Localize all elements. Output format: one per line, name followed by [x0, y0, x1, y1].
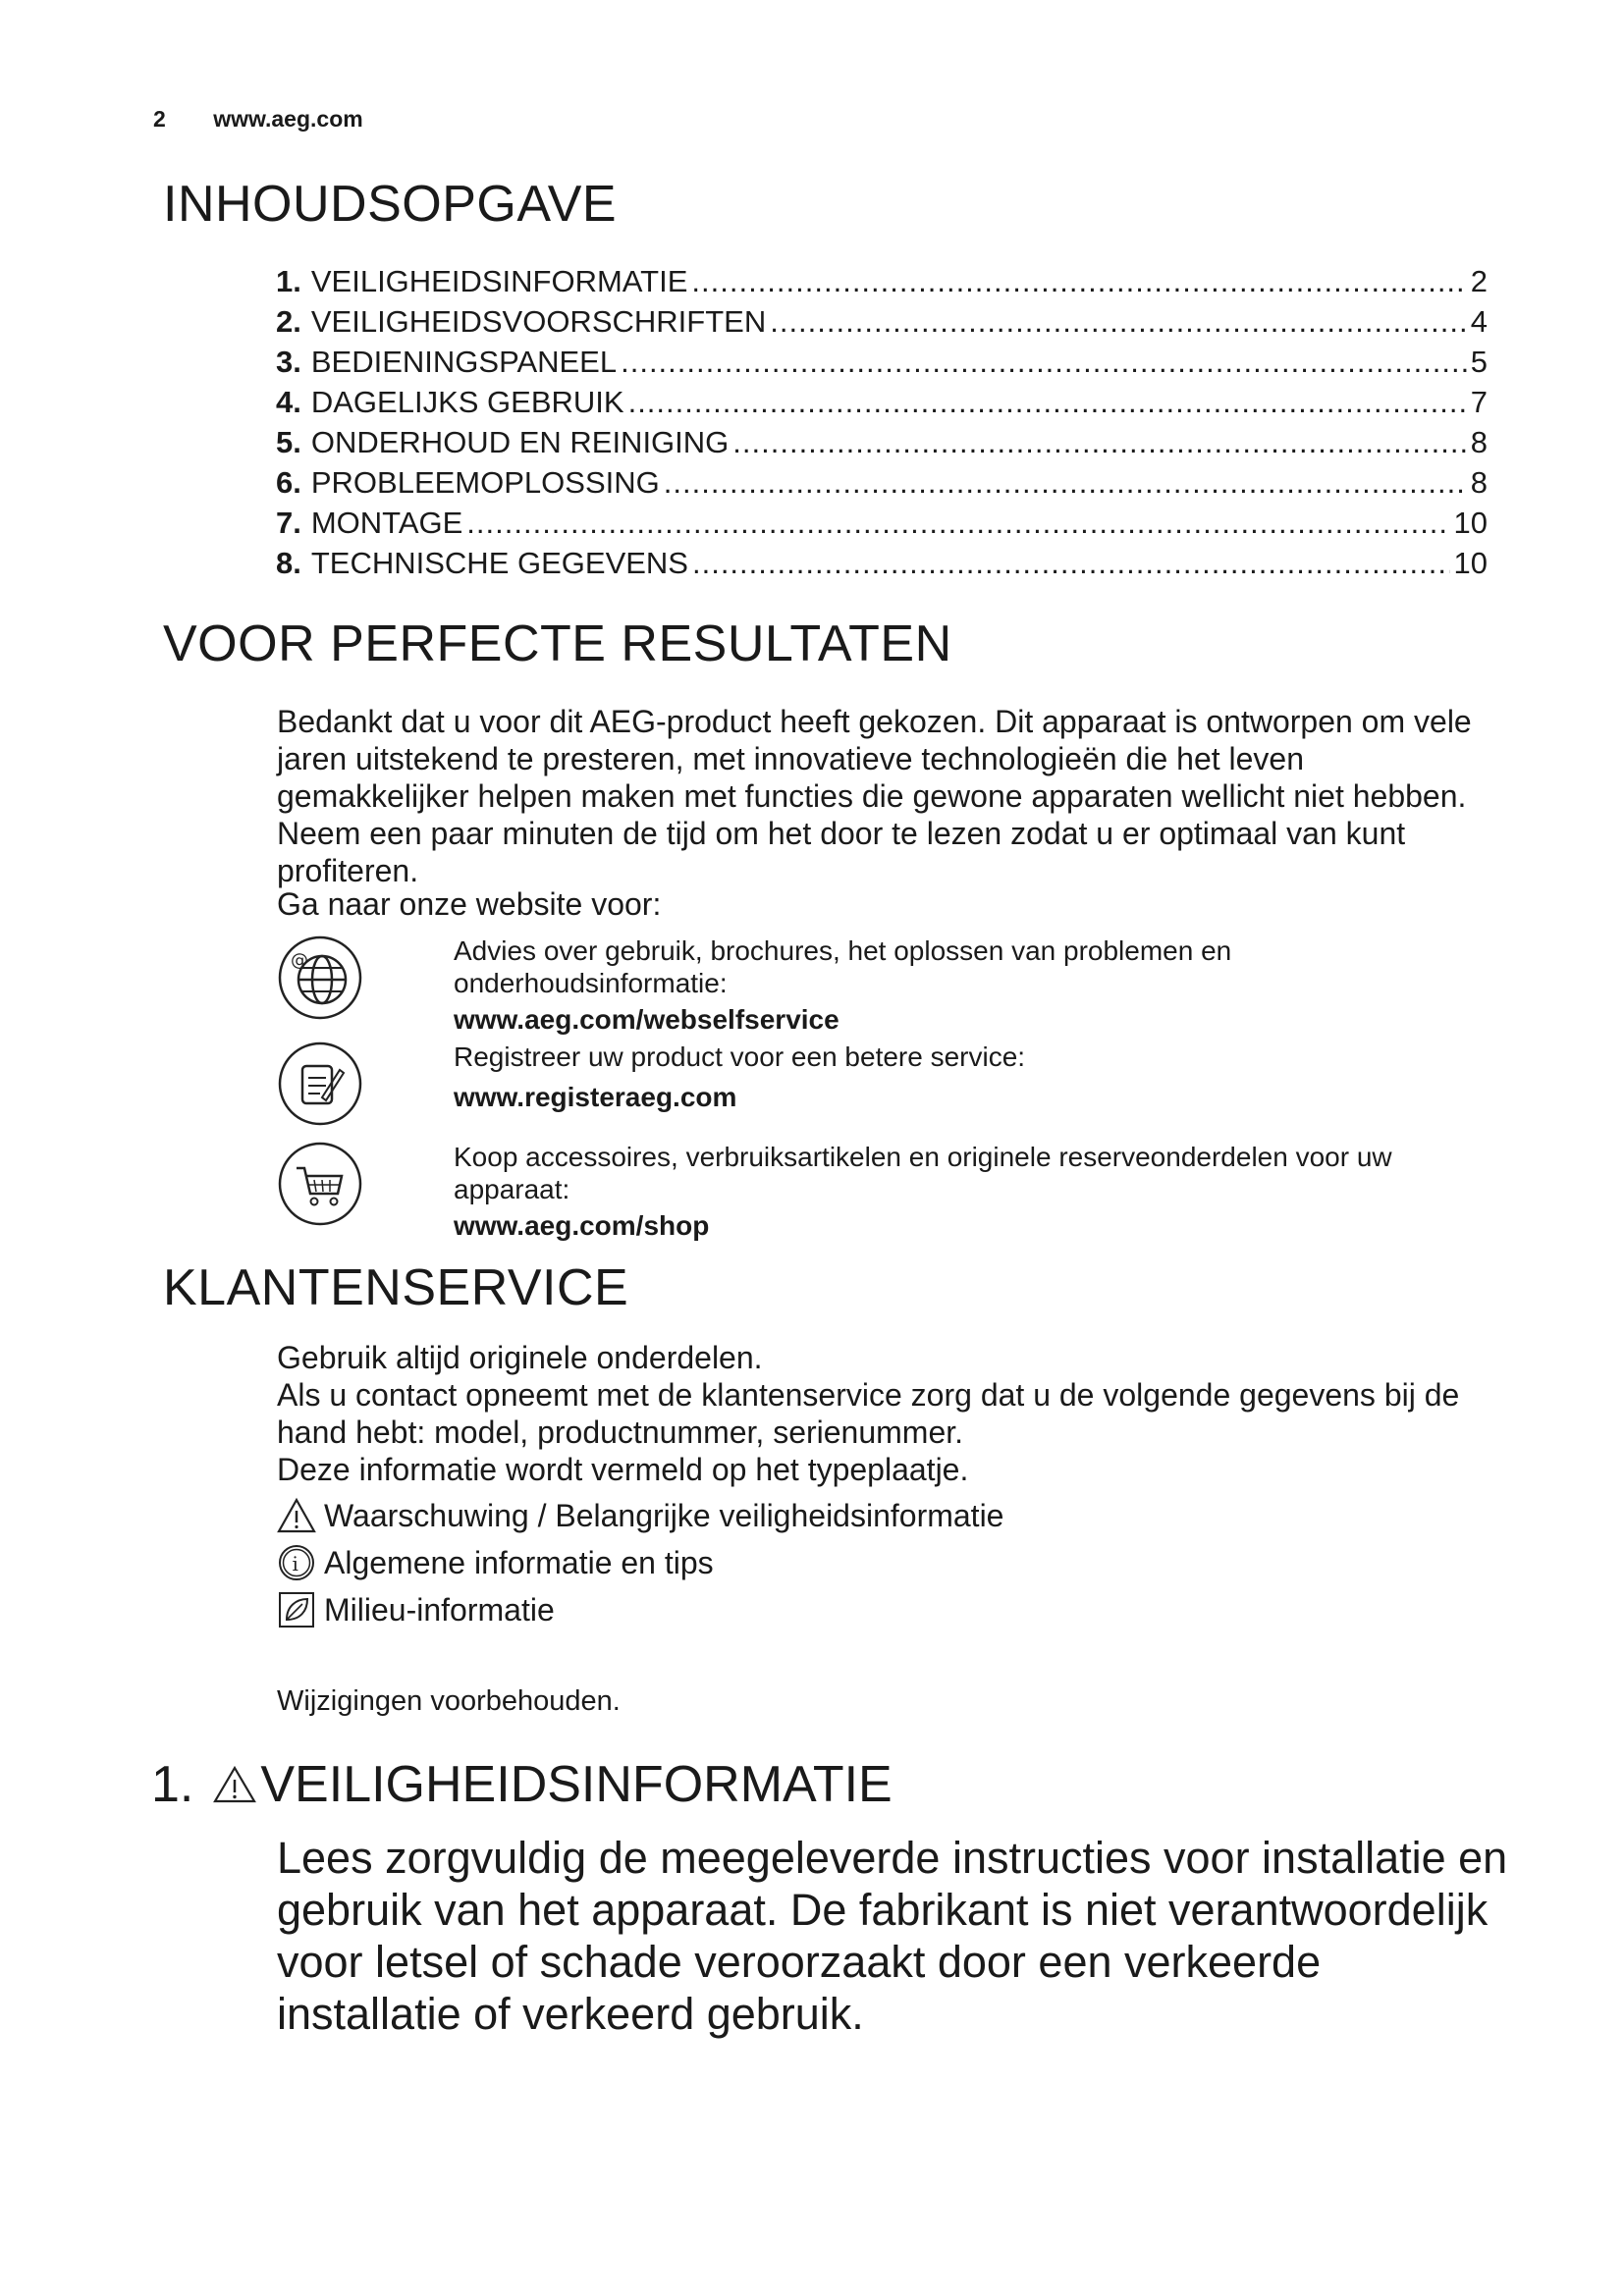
service-line-1: Gebruik altijd originele onderdelen. [277, 1340, 763, 1375]
toc-item-number: 7. [276, 506, 301, 540]
toc-item-label: VEILIGHEIDSVOORSCHRIFTEN [310, 304, 767, 339]
section-title: VEILIGHEIDSINFORMATIE [260, 1756, 893, 1813]
header-url[interactable]: www.aeg.com [213, 106, 363, 132]
toc-item-page: 8 [1470, 425, 1488, 459]
symbol-row-warning [277, 1496, 1003, 1535]
web-link-description: Koop accessoires, verbruiksartikelen en originele reserveonderdelen voor uw apparaat: [454, 1142, 1392, 1204]
safety-section-title [151, 1755, 893, 1814]
register-icon [277, 1041, 363, 1127]
toc-item[interactable] [276, 462, 1488, 503]
toc-item-page: 4 [1470, 304, 1488, 339]
toc-item[interactable] [276, 503, 1488, 543]
toc-item-label: VEILIGHEIDSINFORMATIE [310, 264, 688, 298]
toc-item-label: TECHNISCHE GEGEVENS [310, 546, 688, 580]
toc-leader-dots [621, 342, 1467, 382]
symbol-label: Milieu-informatie [324, 1591, 555, 1628]
toc-item-label: BEDIENINGSPANEEL [310, 345, 618, 379]
shop-link[interactable]: www.aeg.com/shop [454, 1210, 710, 1241]
toc-item[interactable] [276, 342, 1488, 382]
service-line-2: Als u contact opneemt met de klantenservice zorg dat u de volgende gegevens bij de hand hebt: model, productnummer, serienummer. [277, 1377, 1460, 1450]
toc-item[interactable] [276, 382, 1488, 422]
toc-leader-dots [770, 301, 1467, 342]
toc-leader-dots [466, 503, 1449, 543]
shopping-cart-icon [277, 1141, 363, 1227]
toc-item-number: 3. [276, 345, 301, 379]
toc-item[interactable] [276, 422, 1488, 462]
toc-item-label: ONDERHOUD EN REINIGING [310, 425, 730, 459]
web-link-description: Registreer uw product voor een betere service: [454, 1041, 1026, 1072]
symbol-row-info [277, 1543, 714, 1582]
web-link-description: Advies over gebruik, brochures, het oplossen van problemen en onderhoudsinformatie: [454, 935, 1232, 998]
toc-item-number: 5. [276, 425, 301, 459]
toc-item-number: 8. [276, 546, 301, 580]
web-link-text-block [454, 1141, 1494, 1242]
page-number: 2 [153, 106, 166, 132]
warning-icon [213, 1765, 256, 1804]
toc-leader-dots [692, 543, 1450, 583]
registeraeg-link[interactable]: www.registeraeg.com [454, 1082, 737, 1112]
toc-item-page: 8 [1470, 465, 1488, 500]
toc-item-page: 10 [1453, 546, 1488, 580]
toc-item[interactable] [276, 543, 1488, 583]
page-header [153, 106, 363, 133]
toc-item-label: PROBLEEMOPLOSSING [310, 465, 660, 500]
results-title: VOOR PERFECTE RESULTATEN [163, 615, 952, 672]
globe-icon [277, 934, 363, 1021]
toc-item-page: 10 [1453, 506, 1488, 540]
changes-note: Wijzigingen voorbehouden. [277, 1685, 621, 1717]
web-link-text-block [454, 934, 1494, 1036]
toc-leader-dots [628, 382, 1467, 422]
toc-item-number: 1. [276, 264, 301, 298]
table-of-contents [276, 261, 1488, 583]
leaf-icon [277, 1590, 316, 1629]
toc-item-number: 6. [276, 465, 301, 500]
toc-item-page: 7 [1470, 385, 1488, 419]
service-title: KLANTENSERVICE [163, 1259, 629, 1316]
web-link-text-block [454, 1041, 1494, 1113]
warning-icon [277, 1496, 316, 1535]
webselfservice-link[interactable]: www.aeg.com/webselfservice [454, 1004, 839, 1035]
toc-item[interactable] [276, 261, 1488, 301]
toc-item-number: 2. [276, 304, 301, 339]
toc-item-label: DAGELIJKS GEBRUIK [310, 385, 624, 419]
results-intro: Bedankt dat u voor dit AEG-product heeft gekozen. Dit apparaat is ontworpen om vele jaren uitstekend te presteren, met innovatieve technologieën die het leven gemakkelijker helpen maken met functies die gewone apparaten wellicht niet hebben. Neem een paar minuten de tijd om het door te lezen zodat u er optimaal van kunt profiteren. [277, 704, 1472, 888]
toc-item-label: MONTAGE [310, 506, 463, 540]
svg-text:i: i [292, 1552, 298, 1575]
toc-leader-dots [691, 261, 1466, 301]
toc-title: INHOUDSOPGAVE [163, 176, 618, 233]
symbol-label: Algemene informatie en tips [324, 1544, 714, 1580]
safety-intro: Lees zorgvuldig de meegeleverde instructies voor installatie en gebruik van het apparaat. De fabrikant is niet verantwoordelijk voor letsel of schade veroorzaakt door een verkeerde installatie of verkeerd gebruik. [277, 1833, 1508, 2039]
symbol-row-environment [277, 1590, 555, 1629]
info-icon [277, 1543, 316, 1582]
toc-item-page: 5 [1470, 345, 1488, 379]
toc-leader-dots [732, 422, 1466, 462]
service-line-3: Deze informatie wordt vermeld op het typeplaatje. [277, 1452, 969, 1487]
section-number: 1. [151, 1756, 194, 1813]
website-lead: Ga naar onze website voor: [277, 886, 662, 922]
toc-item-page: 2 [1470, 264, 1488, 298]
toc-item-number: 4. [276, 385, 301, 419]
symbol-label: Waarschuwing / Belangrijke veiligheidsinformatie [324, 1497, 1004, 1533]
toc-item[interactable] [276, 301, 1488, 342]
toc-leader-dots [664, 462, 1467, 503]
svg-text:@: @ [291, 950, 308, 971]
